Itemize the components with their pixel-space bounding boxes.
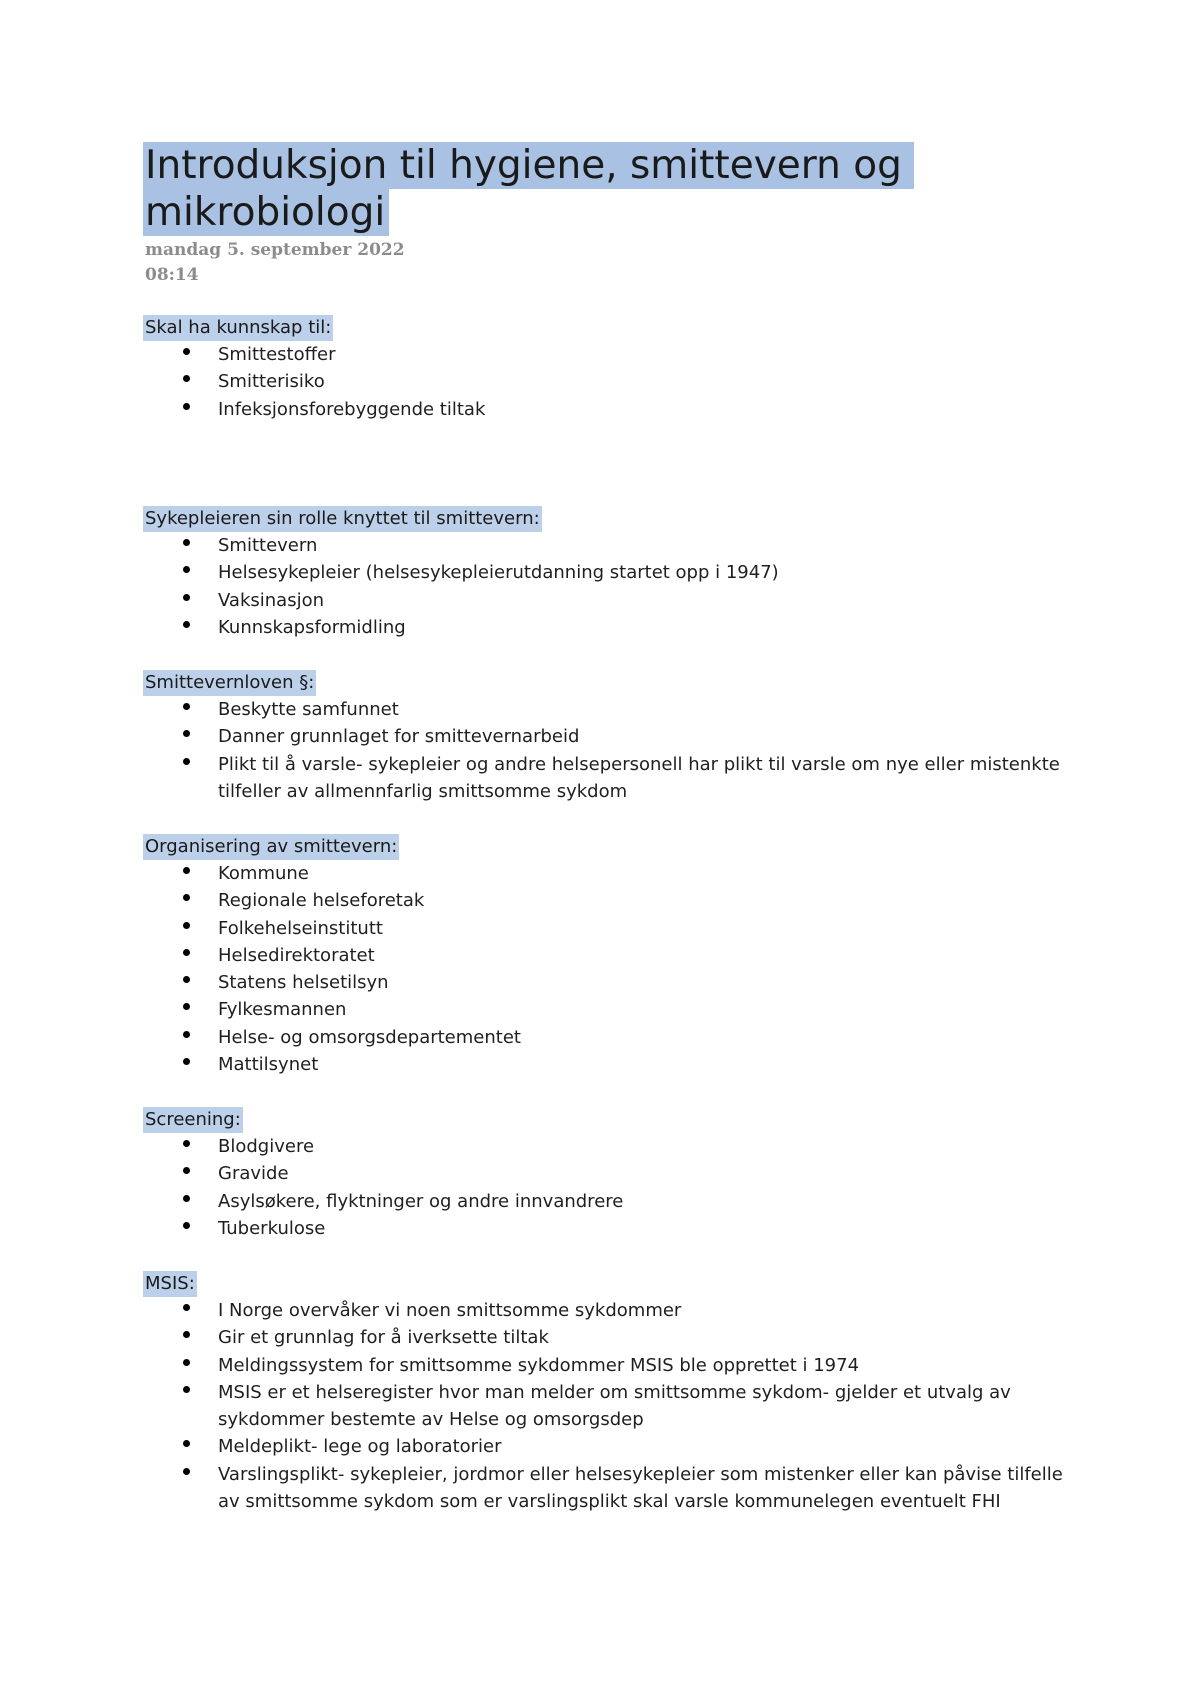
bullet-list [143, 1297, 1083, 1515]
list-item: Beskytte samfunnet [143, 696, 1083, 723]
list-item: Gravide [143, 1160, 1083, 1187]
list-item: Kommune [143, 860, 1083, 887]
list-item: Mattilsynet [143, 1051, 1083, 1078]
list-item: Gir et grunnlag for å iverksette tiltak [143, 1324, 1083, 1351]
list-item: Smitterisiko [143, 368, 1083, 395]
section-sykepleier-rolle [143, 506, 1083, 641]
date-stamp: mandag 5. september 2022 [145, 240, 405, 260]
section-organisering [143, 834, 1083, 1078]
list-item: Fylkesmannen [143, 996, 1083, 1023]
list-item: Asylsøkere, flyktninger og andre innvandrere [143, 1188, 1083, 1215]
section-heading: Screening: [143, 1107, 243, 1133]
title-line-2: mikrobiologi [143, 189, 389, 236]
list-item: Meldingssystem for smittsomme sykdommer MSIS ble opprettet i 1974 [143, 1352, 1083, 1379]
section-heading: MSIS: [143, 1271, 197, 1297]
list-item: Danner grunnlaget for smittevernarbeid [143, 723, 1083, 750]
section-heading: Sykepleieren sin rolle knyttet til smittevern: [143, 506, 542, 532]
section-smittevernloven [143, 670, 1083, 805]
section-heading: Organisering av smittevern: [143, 834, 399, 860]
list-item: Meldeplikt- lege og laboratorier [143, 1433, 1083, 1460]
list-item: Varslingsplikt- sykepleier, jordmor eller helsesykepleier som mistenker eller kan påvise tilfelle av smittsomme sykdom som er varslingsplikt skal varsle kommunelegen eventuelt FHI [143, 1461, 1083, 1516]
list-item: Helsesykepleier (helsesykepleierutdanning startet opp i 1947) [143, 559, 1083, 586]
list-item: MSIS er et helseregister hvor man melder om smittsomme sykdom- gjelder et utvalg av sykdommer bestemte av Helse og omsorgsdep [143, 1379, 1083, 1434]
time-stamp: 08:14 [145, 265, 199, 285]
list-item: Statens helsetilsyn [143, 969, 1083, 996]
bullet-list [143, 532, 1083, 641]
list-item: Smittestoffer [143, 341, 1083, 368]
title-line-1: Introduksjon til hygiene, smittevern og [143, 142, 914, 189]
bullet-list [143, 341, 1083, 423]
list-item: I Norge overvåker vi noen smittsomme sykdommer [143, 1297, 1083, 1324]
list-item: Helsedirektoratet [143, 942, 1083, 969]
bullet-list [143, 1133, 1083, 1242]
section-kunnskap [143, 315, 1083, 423]
list-item: Tuberkulose [143, 1215, 1083, 1242]
list-item: Kunnskapsformidling [143, 614, 1083, 641]
list-item: Vaksinasjon [143, 587, 1083, 614]
section-msis [143, 1271, 1083, 1515]
page-title [143, 142, 914, 236]
list-item: Helse- og omsorgsdepartementet [143, 1024, 1083, 1051]
section-heading: Skal ha kunnskap til: [143, 315, 333, 341]
section-screening [143, 1107, 1083, 1242]
list-item: Infeksjonsforebyggende tiltak [143, 396, 1083, 423]
list-item: Plikt til å varsle- sykepleier og andre helsepersonell har plikt til varsle om nye eller mistenkte tilfeller av allmennfarlig smittsomme sykdom [143, 751, 1083, 806]
section-heading: Smittevernloven §: [143, 670, 316, 696]
bullet-list [143, 696, 1083, 805]
list-item: Regionale helseforetak [143, 887, 1083, 914]
bullet-list [143, 860, 1083, 1078]
list-item: Smittevern [143, 532, 1083, 559]
list-item: Blodgivere [143, 1133, 1083, 1160]
list-item: Folkehelseinstitutt [143, 915, 1083, 942]
